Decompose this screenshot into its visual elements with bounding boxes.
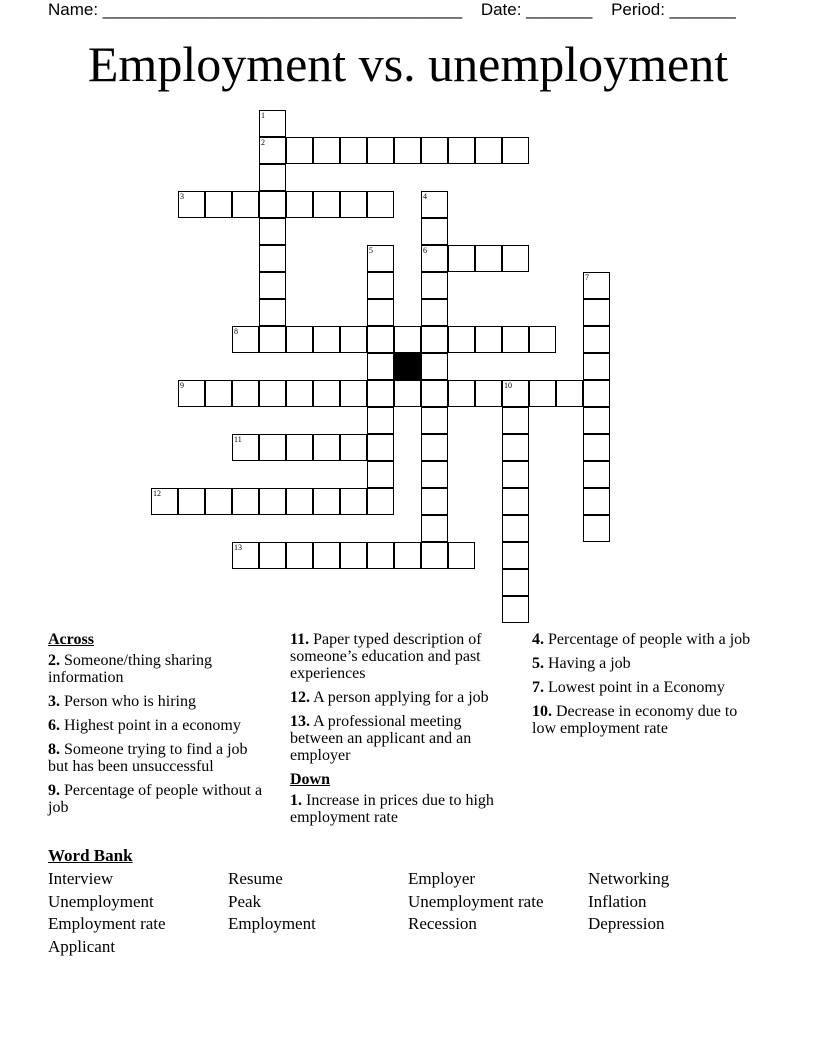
crossword-cell[interactable] (178, 488, 205, 515)
crossword-cell[interactable] (421, 299, 448, 326)
word-bank-item: Inflation (588, 892, 647, 911)
across-heading: Across (48, 631, 94, 648)
crossword-cell[interactable] (367, 191, 394, 218)
crossword-cell[interactable] (421, 137, 448, 164)
crossword-cell[interactable] (502, 461, 529, 488)
crossword-cell[interactable] (421, 380, 448, 407)
crossword-cell[interactable] (583, 461, 610, 488)
crossword-cell[interactable] (313, 191, 340, 218)
clue-number: 7 (585, 273, 589, 282)
crossword-cell[interactable] (583, 380, 610, 407)
crossword-cell[interactable] (367, 245, 394, 272)
crossword-cell[interactable] (232, 380, 259, 407)
crossword-cell[interactable] (367, 380, 394, 407)
crossword-cell[interactable] (259, 488, 286, 515)
down-clues-col-3 (532, 631, 752, 744)
crossword-cell[interactable] (448, 326, 475, 353)
crossword-cell[interactable] (259, 542, 286, 569)
clue-number: 13 (234, 543, 242, 552)
crossword-cell[interactable] (529, 326, 556, 353)
crossword-cell[interactable] (151, 488, 178, 515)
crossword-cell[interactable] (583, 515, 610, 542)
crossword-cell[interactable] (421, 542, 448, 569)
crossword-cell[interactable] (502, 137, 529, 164)
clue-across-13: 13. A professional meeting between an applicant and an employer (290, 713, 472, 764)
crossword-cell[interactable] (340, 191, 367, 218)
crossword-cell[interactable] (232, 191, 259, 218)
clue-number: 6 (423, 246, 427, 255)
clue-down-5: 5. Having a job (532, 655, 631, 672)
clue-number: 2 (261, 138, 265, 147)
word-bank-item: Interview (48, 869, 114, 888)
crossword-cell[interactable] (367, 299, 394, 326)
crossword-cell[interactable] (502, 245, 529, 272)
crossword-cell[interactable] (259, 380, 286, 407)
crossword-cell[interactable] (259, 110, 286, 137)
crossword-cell[interactable] (367, 434, 394, 461)
crossword-cell[interactable] (340, 326, 367, 353)
clue-number: 1 (261, 111, 265, 120)
crossword-cell[interactable] (340, 137, 367, 164)
crossword-cell[interactable] (394, 326, 421, 353)
crossword-cell[interactable] (259, 299, 286, 326)
crossword-cell[interactable] (394, 137, 421, 164)
crossword-black-cell (394, 353, 421, 380)
crossword-cell[interactable] (232, 326, 259, 353)
clue-across-3: 3. Person who is hiring (48, 693, 196, 710)
crossword-cell[interactable] (421, 218, 448, 245)
crossword-cell[interactable] (313, 542, 340, 569)
crossword-cell[interactable] (340, 380, 367, 407)
crossword-cell[interactable] (313, 380, 340, 407)
clue-number: 3 (180, 192, 184, 201)
crossword-cell[interactable] (502, 569, 529, 596)
crossword-cell[interactable] (475, 137, 502, 164)
word-bank-item: Employer (408, 869, 476, 888)
crossword-cell[interactable] (232, 488, 259, 515)
crossword-cell[interactable] (502, 515, 529, 542)
crossword-cell[interactable] (421, 353, 448, 380)
crossword-cell[interactable] (259, 272, 286, 299)
crossword-cell[interactable] (286, 434, 313, 461)
crossword-cell[interactable] (259, 245, 286, 272)
crossword-cell[interactable] (286, 380, 313, 407)
crossword-cell[interactable] (394, 380, 421, 407)
word-bank-item: Recession (408, 914, 477, 933)
crossword-cell[interactable] (313, 434, 340, 461)
crossword-cell[interactable] (367, 272, 394, 299)
crossword-cell[interactable] (475, 326, 502, 353)
crossword-cell[interactable] (583, 326, 610, 353)
crossword-cell[interactable] (259, 434, 286, 461)
date-field[interactable]: Date: _______ (480, 0, 593, 19)
crossword-cell[interactable] (232, 542, 259, 569)
crossword-cell[interactable] (583, 407, 610, 434)
crossword-cell[interactable] (583, 353, 610, 380)
crossword-cell[interactable] (421, 191, 448, 218)
crossword-cell[interactable] (313, 137, 340, 164)
crossword-cell[interactable] (421, 272, 448, 299)
crossword-cell[interactable] (448, 137, 475, 164)
clue-number: 12 (153, 489, 161, 498)
crossword-cell[interactable] (367, 488, 394, 515)
crossword-cell[interactable] (421, 245, 448, 272)
crossword-cell[interactable] (421, 488, 448, 515)
crossword-cell[interactable] (448, 542, 475, 569)
name-field[interactable]: Name: ______________________________________ (48, 0, 463, 19)
crossword-cell[interactable] (502, 542, 529, 569)
clue-across-9: 9. Percentage of people without a job (48, 782, 263, 816)
crossword-cell[interactable] (421, 461, 448, 488)
crossword-cell[interactable] (286, 488, 313, 515)
crossword-cell[interactable] (286, 542, 313, 569)
crossword-cell[interactable] (259, 326, 286, 353)
crossword-cell[interactable] (421, 326, 448, 353)
crossword-cell[interactable] (367, 326, 394, 353)
word-bank-item: Employment rate (48, 914, 166, 933)
crossword-cell[interactable] (583, 299, 610, 326)
crossword-cell[interactable] (259, 137, 286, 164)
crossword-cell[interactable] (286, 137, 313, 164)
clue-number: 8 (234, 327, 238, 336)
clue-number: 5 (369, 246, 373, 255)
clue-number: 9 (180, 381, 184, 390)
crossword-cell[interactable] (313, 488, 340, 515)
crossword-cell[interactable] (502, 380, 529, 407)
page-title: Employment vs. unemployment (87, 36, 729, 92)
crossword-cell[interactable] (502, 434, 529, 461)
crossword-cell[interactable] (583, 488, 610, 515)
crossword-cell[interactable] (259, 191, 286, 218)
clue-number: 11 (234, 435, 242, 444)
period-field[interactable]: Period: _______ (611, 0, 736, 19)
word-bank-item: Networking (588, 869, 670, 888)
crossword-cell[interactable] (367, 353, 394, 380)
word-bank-item: Applicant (48, 937, 116, 956)
word-bank-item: Depression (588, 914, 665, 933)
crossword-cell[interactable] (421, 515, 448, 542)
crossword-cell[interactable] (340, 542, 367, 569)
clue-down-4: 4. Percentage of people with a job (532, 631, 751, 648)
crossword-cell[interactable] (367, 542, 394, 569)
crossword-cell[interactable] (340, 434, 367, 461)
crossword-cell[interactable] (583, 272, 610, 299)
crossword-cell[interactable] (556, 380, 583, 407)
across-clues-col-1 (48, 631, 268, 823)
crossword-cell[interactable] (178, 191, 205, 218)
crossword-cell[interactable] (205, 380, 232, 407)
crossword-cell[interactable] (367, 407, 394, 434)
crossword-cell[interactable] (205, 488, 232, 515)
crossword-cell[interactable] (259, 218, 286, 245)
word-bank-title: Word Bank (48, 846, 133, 865)
crossword-cell[interactable] (394, 542, 421, 569)
clue-down-1: 1. Increase in prices due to high employment rate (290, 792, 494, 826)
word-bank-item: Employment (228, 914, 316, 933)
clues-col-2 (290, 631, 510, 833)
clue-down-10: 10. Decrease in economy due to low employment rate (532, 703, 738, 737)
crossword-cell[interactable] (421, 407, 448, 434)
word-bank-item: Resume (228, 869, 283, 888)
crossword-cell[interactable] (502, 488, 529, 515)
crossword-cell[interactable] (205, 191, 232, 218)
word-bank-item: Unemployment rate (408, 892, 544, 911)
crossword-cell[interactable] (448, 245, 475, 272)
crossword-cell[interactable] (502, 596, 529, 623)
down-heading: Down (290, 771, 331, 788)
clue-across-8: 8. Someone trying to find a job but has been unsuccessful (48, 741, 248, 775)
clue-number: 10 (504, 381, 512, 390)
word-bank-item: Unemployment (48, 892, 154, 911)
crossword-cell[interactable] (502, 407, 529, 434)
crossword-cell[interactable] (583, 434, 610, 461)
crossword-cell[interactable] (502, 326, 529, 353)
crossword-cell[interactable] (529, 380, 556, 407)
clue-down-7: 7. Lowest point in a Economy (532, 679, 725, 696)
crossword-cell[interactable] (313, 326, 340, 353)
crossword-cell[interactable] (286, 326, 313, 353)
clue-across-2: 2. Someone/thing sharing information (48, 652, 212, 686)
crossword-cell[interactable] (232, 434, 259, 461)
clue-across-12: 12. A person applying for a job (290, 689, 489, 706)
crossword-cell[interactable] (448, 380, 475, 407)
crossword-cell[interactable] (340, 488, 367, 515)
crossword-cell[interactable] (475, 245, 502, 272)
crossword-cell[interactable] (421, 434, 448, 461)
clue-across-6: 6. Highest point in a economy (48, 717, 241, 734)
clue-across-11: 11. Paper typed description of someone’s education and past experiences (290, 631, 482, 682)
crossword-cell[interactable] (178, 380, 205, 407)
word-bank-item: Peak (228, 892, 262, 911)
clue-number: 4 (423, 192, 427, 201)
crossword-cell[interactable] (286, 191, 313, 218)
crossword-cell[interactable] (475, 380, 502, 407)
crossword-cell[interactable] (367, 137, 394, 164)
crossword-cell[interactable] (367, 461, 394, 488)
crossword-cell[interactable] (259, 164, 286, 191)
